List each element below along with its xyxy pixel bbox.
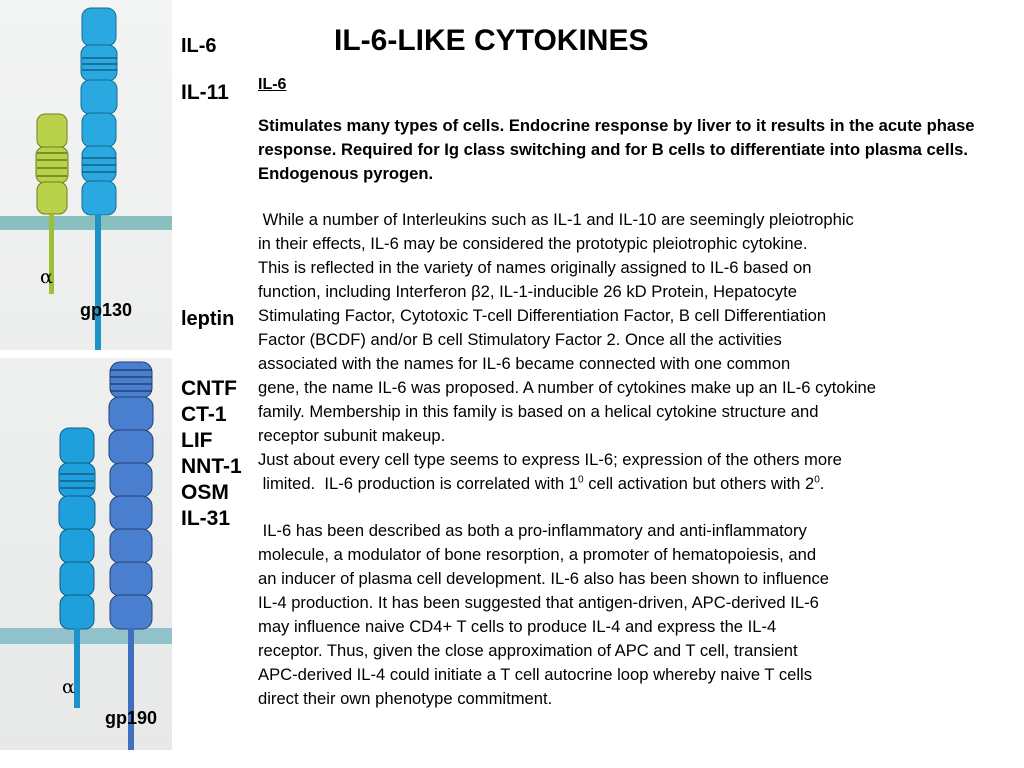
text-line: may influence naive CD4+ T cells to produce IL-4 and express the IL-4 xyxy=(258,617,777,636)
text-line: family. Membership in this family is based on a helical cytokine structure and xyxy=(258,402,819,421)
summary-paragraph xyxy=(258,114,1003,186)
alpha-label: α xyxy=(62,676,75,698)
text-line: Just about every cell type seems to express IL-6; expression of the others more xyxy=(258,450,842,469)
text-line: function, including Interferon β2, IL-1-inducible 26 kD Protein, Hepatocyte xyxy=(258,282,798,301)
cytokine-label: NNT-1 xyxy=(181,455,242,478)
text-line: gene, the name IL-6 was proposed. A number of cytokines make up an IL-6 cytokine xyxy=(258,378,877,397)
gp130-receptor-illustration xyxy=(0,0,172,350)
text-line: Factor (BCDF) and/or B cell Stimulatory Factor 2. Once all the activities xyxy=(258,330,782,349)
text-line: an inducer of plasma cell development. IL-6 also has been shown to influence xyxy=(258,569,829,588)
receptor-diagram-gp190 xyxy=(0,358,172,750)
alpha-label: α xyxy=(40,266,53,288)
cytokine-label: OSM xyxy=(181,481,229,504)
gp130-chain xyxy=(81,8,117,350)
gp190-label: gp190 xyxy=(105,708,158,728)
cytokine-label-il11: IL-11 xyxy=(181,81,229,104)
cytokine-label-leptin: leptin xyxy=(181,308,235,330)
text-line: IL-4 production. It has been suggested that antigen-driven, APC-derived IL-6 xyxy=(258,593,819,612)
text-fragment: cell activation but others with 2 xyxy=(583,474,815,493)
text-line: receptor. Thus, given the close approximation of APC and T cell, transient xyxy=(258,641,798,660)
text-line: IL-6 has been described as both a pro-inflammatory and anti-inflammatory xyxy=(258,521,807,540)
text-line: molecule, a modulator of bone resorption, a promoter of hematopoiesis, and xyxy=(258,545,817,564)
page-title: IL-6-LIKE CYTOKINES xyxy=(334,24,649,57)
cytokine-label-il6: IL-6 xyxy=(181,35,217,57)
text-line: receptor subunit makeup. xyxy=(258,426,446,445)
cytokine-group-list xyxy=(181,376,242,532)
paragraph-inflammatory xyxy=(258,519,1003,711)
gp190-receptor-illustration xyxy=(0,358,172,750)
text-line: in their effects, IL-6 may be considered the prototypic pleiotrophic cytokine. xyxy=(258,234,808,253)
text-fragment: . xyxy=(819,474,825,493)
superscript: 0 xyxy=(578,474,584,486)
paragraph-pleiotrophic xyxy=(258,208,1003,496)
text-line: direct their own phenotype commitment. xyxy=(258,689,553,708)
alpha-chain xyxy=(59,428,95,708)
gp130-label: gp130 xyxy=(80,300,133,320)
text-line: associated with the names for IL-6 became connected with one common xyxy=(258,354,791,373)
cytokine-label: CT-1 xyxy=(181,403,227,426)
cytokine-label: LIF xyxy=(181,429,213,452)
cytokine-label: CNTF xyxy=(181,377,237,400)
gp190-chain xyxy=(109,362,153,750)
text-line: Stimulating Factor, Cytotoxic T-cell Differentiation Factor, B cell Differentiation xyxy=(258,306,827,325)
summary-text: Stimulates many types of cells. Endocrine response by liver to it results in the acute phase response. Required for Ig class switching and for B cells to differentiate into plasma cells. Endogenous pyrogen. xyxy=(258,116,975,183)
superscript: 0 xyxy=(814,474,820,486)
text-line: While a number of Interleukins such as IL-1 and IL-10 are seemingly pleiotrophic xyxy=(258,210,854,229)
text-line: APC-derived IL-4 could initiate a T cell autocrine loop whereby naive T cells xyxy=(258,665,813,684)
cytokine-label: IL-31 xyxy=(181,507,231,530)
text-line: This is reflected in the variety of names originally assigned to IL-6 based on xyxy=(258,258,812,277)
text-line xyxy=(258,472,1003,496)
text-fragment: limited. IL-6 production is correlated with 1 xyxy=(258,474,579,493)
section-heading: IL-6 xyxy=(258,76,287,93)
receptor-diagram-gp130 xyxy=(0,0,172,350)
